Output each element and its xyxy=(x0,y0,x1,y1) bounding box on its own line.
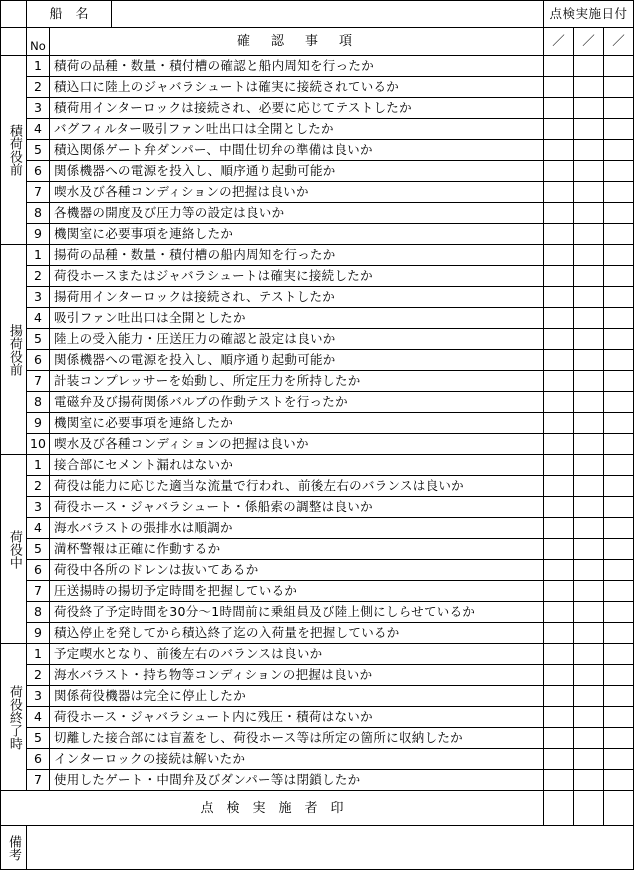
check-cell[interactable] xyxy=(544,308,574,329)
item-text: 積込関係ゲート弁ダンパー、中間仕切弁の準備は良いか xyxy=(50,140,544,161)
remarks-field[interactable] xyxy=(27,826,634,870)
check-cell[interactable] xyxy=(544,749,574,770)
check-cell[interactable] xyxy=(604,623,634,644)
check-cell[interactable] xyxy=(604,77,634,98)
item-text: 荷役ホース・ジャバラシュート・係船索の調整は良いか xyxy=(50,497,544,518)
check-cell[interactable] xyxy=(574,308,604,329)
check-cell[interactable] xyxy=(544,770,574,791)
item-number: 7 xyxy=(27,770,50,791)
item-number: 6 xyxy=(27,560,50,581)
checklist-row xyxy=(1,287,634,308)
check-cell[interactable] xyxy=(544,728,574,749)
blank-corner-cell xyxy=(1,1,27,28)
checklist-row xyxy=(1,161,634,182)
check-cell[interactable] xyxy=(574,140,604,161)
date-slash-2[interactable]: ／ xyxy=(574,28,604,56)
check-cell[interactable] xyxy=(574,602,604,623)
item-text: 積込口に陸上のジャバラシュートは確実に接続されているか xyxy=(50,77,544,98)
item-text: 揚荷の品種・数量・積付槽の船内周知を行ったか xyxy=(50,245,544,266)
item-number: 3 xyxy=(27,497,50,518)
check-cell[interactable] xyxy=(574,455,604,476)
item-text: 各機器の開度及び圧力等の設定は良いか xyxy=(50,203,544,224)
item-text: 計装コンプレッサーを始動し、所定圧力を所持したか xyxy=(50,371,544,392)
check-cell[interactable] xyxy=(544,56,574,77)
check-cell[interactable] xyxy=(544,455,574,476)
checklist-row xyxy=(1,140,634,161)
item-number: 7 xyxy=(27,182,50,203)
checklist-row xyxy=(1,728,634,749)
item-text: 機関室に必要事項を連絡したか xyxy=(50,413,544,434)
check-cell[interactable] xyxy=(544,560,574,581)
item-number: 6 xyxy=(27,161,50,182)
check-cell[interactable] xyxy=(574,119,604,140)
checklist-row xyxy=(1,497,634,518)
item-text: 荷役ホース・ジャバラシュート内に残圧・積荷はないか xyxy=(50,707,544,728)
check-cell[interactable] xyxy=(574,56,604,77)
item-text: 荷役ホースまたはジャバラシュートは確実に接続したか xyxy=(50,266,544,287)
seal-cell-2[interactable] xyxy=(574,791,604,826)
checklist-row xyxy=(1,224,634,245)
section-label-cell xyxy=(1,455,27,644)
section-label-cell xyxy=(1,245,27,455)
check-cell[interactable] xyxy=(604,728,634,749)
check-cell[interactable] xyxy=(574,581,604,602)
checklist-row xyxy=(1,455,634,476)
item-text: 喫水及び各種コンディションの把握は良いか xyxy=(50,434,544,455)
column-header-row xyxy=(1,28,634,56)
check-cell[interactable] xyxy=(574,539,604,560)
remarks-row xyxy=(1,826,634,870)
check-cell[interactable] xyxy=(544,707,574,728)
item-text: 海水バラストの張排水は順調か xyxy=(50,518,544,539)
no-column-header: No xyxy=(27,28,50,56)
checklist-row xyxy=(1,539,634,560)
item-number: 7 xyxy=(27,581,50,602)
check-cell[interactable] xyxy=(604,581,634,602)
check-cell[interactable] xyxy=(574,686,604,707)
blank-header-cell xyxy=(1,28,27,56)
item-number: 8 xyxy=(27,392,50,413)
checklist-row xyxy=(1,77,634,98)
item-text: 圧送揚時の揚切予定時間を把握しているか xyxy=(50,581,544,602)
check-cell[interactable] xyxy=(604,308,634,329)
check-cell[interactable] xyxy=(544,224,574,245)
check-cell[interactable] xyxy=(544,623,574,644)
check-cell[interactable] xyxy=(544,602,574,623)
item-number: 8 xyxy=(27,602,50,623)
ship-name-field[interactable] xyxy=(112,1,543,27)
item-number: 2 xyxy=(27,476,50,497)
item-number: 3 xyxy=(27,287,50,308)
item-number: 2 xyxy=(27,77,50,98)
section-label: 荷役終了時 xyxy=(6,684,22,750)
item-number: 5 xyxy=(27,539,50,560)
item-number: 1 xyxy=(27,455,50,476)
check-cell[interactable] xyxy=(574,224,604,245)
check-cell[interactable] xyxy=(544,140,574,161)
check-cell[interactable] xyxy=(604,98,634,119)
check-cell[interactable] xyxy=(574,497,604,518)
check-cell[interactable] xyxy=(604,140,634,161)
checklist-row xyxy=(1,770,634,791)
check-cell[interactable] xyxy=(574,707,604,728)
item-text: 荷役終了予定時間を30分～1時間前に乗組員及び陸上側にしらせているか xyxy=(50,602,544,623)
section-label-cell xyxy=(1,644,27,791)
check-cell[interactable] xyxy=(544,686,574,707)
checklist-row xyxy=(1,434,634,455)
check-cell[interactable] xyxy=(574,770,604,791)
check-cell[interactable] xyxy=(544,98,574,119)
checklist-row xyxy=(1,350,634,371)
checklist-row xyxy=(1,266,634,287)
check-cell[interactable] xyxy=(604,413,634,434)
section-label-cell xyxy=(1,56,27,245)
check-cell[interactable] xyxy=(574,728,604,749)
check-cell[interactable] xyxy=(544,518,574,539)
checklist-row xyxy=(1,686,634,707)
date-slash-1[interactable]: ／ xyxy=(544,28,574,56)
check-cell[interactable] xyxy=(544,497,574,518)
item-text: 海水バラスト・持ち物等コンディションの把握は良いか xyxy=(50,665,544,686)
item-text: 接合部にセメント漏れはないか xyxy=(50,455,544,476)
check-cell[interactable] xyxy=(574,98,604,119)
item-text: 使用したゲート・中間弁及びダンパー等は閉鎖したか xyxy=(50,770,544,791)
item-text: 荷役は能力に応じた適当な流量で行われ、前後左右のバランスは良いか xyxy=(50,476,544,497)
items-column-header: 確 認 事 項 xyxy=(50,28,544,56)
check-cell[interactable] xyxy=(604,518,634,539)
item-number: 7 xyxy=(27,371,50,392)
check-cell[interactable] xyxy=(574,644,604,665)
check-cell[interactable] xyxy=(544,371,574,392)
check-cell[interactable] xyxy=(544,77,574,98)
check-cell[interactable] xyxy=(574,161,604,182)
checklist-row xyxy=(1,707,634,728)
checklist-row xyxy=(1,518,634,539)
seal-cell-3[interactable] xyxy=(604,791,634,826)
check-cell[interactable] xyxy=(574,329,604,350)
item-text: 関係機器への電源を投入し、順序通り起動可能か xyxy=(50,350,544,371)
checklist-row xyxy=(1,329,634,350)
item-number: 8 xyxy=(27,203,50,224)
check-cell[interactable] xyxy=(574,350,604,371)
check-cell[interactable] xyxy=(604,119,634,140)
check-cell[interactable] xyxy=(574,266,604,287)
check-cell[interactable] xyxy=(604,602,634,623)
check-cell[interactable] xyxy=(544,539,574,560)
inspector-seal-label: 点 検 実 施 者 印 xyxy=(1,791,544,826)
item-text: 電磁弁及び揚荷関係バルブの作動テストを行ったか xyxy=(50,392,544,413)
check-cell[interactable] xyxy=(574,623,604,644)
check-cell[interactable] xyxy=(544,203,574,224)
check-cell[interactable] xyxy=(604,203,634,224)
check-cell[interactable] xyxy=(574,203,604,224)
checklist-row xyxy=(1,182,634,203)
check-cell[interactable] xyxy=(604,770,634,791)
item-text: 予定喫水となり、前後左右のバランスは良いか xyxy=(50,644,544,665)
section-label: 揚荷役前 xyxy=(6,323,22,376)
check-cell[interactable] xyxy=(604,224,634,245)
item-number: 5 xyxy=(27,140,50,161)
check-cell[interactable] xyxy=(574,665,604,686)
item-text: 関係荷役機器は完全に停止したか xyxy=(50,686,544,707)
item-number: 9 xyxy=(27,224,50,245)
section-label: 荷役中 xyxy=(6,529,22,569)
checklist-row xyxy=(1,56,634,77)
check-cell[interactable] xyxy=(574,413,604,434)
ship-name-label: 船 名 xyxy=(27,1,112,27)
checklist-row xyxy=(1,581,634,602)
checklist-row xyxy=(1,308,634,329)
check-cell[interactable] xyxy=(604,245,634,266)
item-text: 荷役中各所のドレンは抜いてあるか xyxy=(50,560,544,581)
ship-name-row xyxy=(1,1,634,28)
check-cell[interactable] xyxy=(544,350,574,371)
check-cell[interactable] xyxy=(544,266,574,287)
check-cell[interactable] xyxy=(604,665,634,686)
check-cell[interactable] xyxy=(574,245,604,266)
check-cell[interactable] xyxy=(604,644,634,665)
check-cell[interactable] xyxy=(604,371,634,392)
check-cell[interactable] xyxy=(604,350,634,371)
check-cell[interactable] xyxy=(574,476,604,497)
item-number: 1 xyxy=(27,644,50,665)
item-number: 4 xyxy=(27,119,50,140)
checklist-row xyxy=(1,644,634,665)
checklist-row xyxy=(1,476,634,497)
check-cell[interactable] xyxy=(544,392,574,413)
seal-cell-1[interactable] xyxy=(544,791,574,826)
item-text: 切離した接合部には盲蓋をし、荷役ホース等は所定の箇所に収納したか xyxy=(50,728,544,749)
check-cell[interactable] xyxy=(604,434,634,455)
check-cell[interactable] xyxy=(604,497,634,518)
item-text: バグフィルター吸引ファン吐出口は全開としたか xyxy=(50,119,544,140)
item-number: 9 xyxy=(27,413,50,434)
checklist-row xyxy=(1,413,634,434)
item-number: 4 xyxy=(27,707,50,728)
remarks-label: 備考 xyxy=(6,834,21,861)
item-number: 2 xyxy=(27,665,50,686)
inspection-date-label: 点検実施日付 xyxy=(544,1,634,28)
check-cell[interactable] xyxy=(544,581,574,602)
check-cell[interactable] xyxy=(604,329,634,350)
check-cell[interactable] xyxy=(544,413,574,434)
check-cell[interactable] xyxy=(544,161,574,182)
checklist-row xyxy=(1,623,634,644)
section-label: 積荷役前 xyxy=(6,124,22,176)
check-cell[interactable] xyxy=(574,518,604,539)
check-cell[interactable] xyxy=(574,77,604,98)
checklist-row xyxy=(1,749,634,770)
check-cell[interactable] xyxy=(544,665,574,686)
item-text: 満杯警報は正確に作動するか xyxy=(50,539,544,560)
item-number: 1 xyxy=(27,245,50,266)
check-cell[interactable] xyxy=(574,287,604,308)
check-cell[interactable] xyxy=(574,560,604,581)
check-cell[interactable] xyxy=(604,539,634,560)
check-cell[interactable] xyxy=(604,476,634,497)
check-cell[interactable] xyxy=(544,434,574,455)
item-number: 4 xyxy=(27,518,50,539)
check-cell[interactable] xyxy=(574,749,604,770)
item-number: 3 xyxy=(27,686,50,707)
check-cell[interactable] xyxy=(604,182,634,203)
check-cell[interactable] xyxy=(604,392,634,413)
checklist-row xyxy=(1,119,634,140)
item-text: 揚荷用インターロックは接続され、テストしたか xyxy=(50,287,544,308)
checklist-row xyxy=(1,392,634,413)
item-number: 4 xyxy=(27,308,50,329)
check-cell[interactable] xyxy=(544,329,574,350)
item-number: 5 xyxy=(27,329,50,350)
check-cell[interactable] xyxy=(604,707,634,728)
item-number: 3 xyxy=(27,98,50,119)
checklist-row xyxy=(1,371,634,392)
check-cell[interactable] xyxy=(604,287,634,308)
item-number: 9 xyxy=(27,623,50,644)
check-cell[interactable] xyxy=(604,266,634,287)
item-text: 関係機器への電源を投入し、順序通り起動可能か xyxy=(50,161,544,182)
item-text: 機関室に必要事項を連絡したか xyxy=(50,224,544,245)
checklist-row xyxy=(1,98,634,119)
check-cell[interactable] xyxy=(544,182,574,203)
check-cell[interactable] xyxy=(544,644,574,665)
check-cell[interactable] xyxy=(604,749,634,770)
check-cell[interactable] xyxy=(574,434,604,455)
item-text: 積荷の品種・数量・積付槽の確認と船内周知を行ったか xyxy=(50,56,544,77)
checklist-row xyxy=(1,203,634,224)
checklist-row xyxy=(1,665,634,686)
check-cell[interactable] xyxy=(574,392,604,413)
check-cell[interactable] xyxy=(544,287,574,308)
item-text: インターロックの接続は解いたか xyxy=(50,749,544,770)
check-cell[interactable] xyxy=(544,119,574,140)
remarks-label-cell xyxy=(1,826,27,870)
item-number: 10 xyxy=(27,434,50,455)
checklist-row xyxy=(1,560,634,581)
check-cell[interactable] xyxy=(604,560,634,581)
item-text: 積込停止を発してから積込終了迄の入荷量を把握しているか xyxy=(50,623,544,644)
item-number: 6 xyxy=(27,350,50,371)
check-cell[interactable] xyxy=(604,161,634,182)
item-text: 吸引ファン吐出口は全開としたか xyxy=(50,308,544,329)
check-cell[interactable] xyxy=(574,371,604,392)
item-text: 陸上の受入能力・圧送圧力の確認と設定は良いか xyxy=(50,329,544,350)
check-cell[interactable] xyxy=(604,686,634,707)
item-number: 6 xyxy=(27,749,50,770)
check-cell[interactable] xyxy=(604,56,634,77)
checklist-row xyxy=(1,245,634,266)
check-cell[interactable] xyxy=(544,245,574,266)
item-text: 積荷用インターロックは接続され、必要に応じてテストしたか xyxy=(50,98,544,119)
check-cell[interactable] xyxy=(574,182,604,203)
item-number: 2 xyxy=(27,266,50,287)
item-text: 喫水及び各種コンディションの把握は良いか xyxy=(50,182,544,203)
item-number: 5 xyxy=(27,728,50,749)
date-slash-3[interactable]: ／ xyxy=(604,28,634,56)
check-cell[interactable] xyxy=(544,476,574,497)
inspector-seal-row xyxy=(1,791,634,826)
check-cell[interactable] xyxy=(604,455,634,476)
item-number: 1 xyxy=(27,56,50,77)
checklist-row xyxy=(1,602,634,623)
